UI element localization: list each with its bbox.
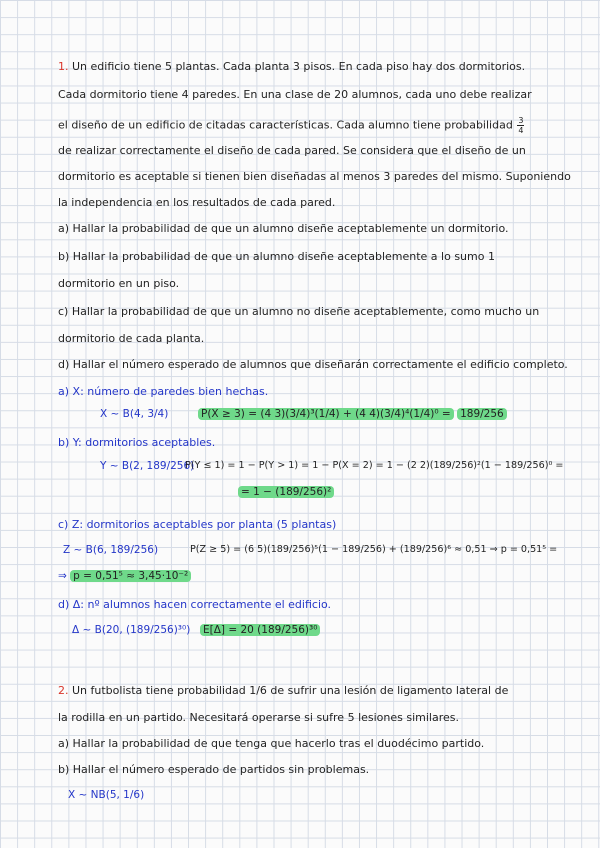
problem1-line-3 — [58, 116, 525, 135]
solution-a-label: a) X: número de paredes bien hechas. — [58, 385, 269, 398]
problem1-line-2: Cada dormitorio tiene 4 paredes. En una clase de 20 alumnos, cada uno debe realizar — [58, 88, 532, 101]
solution-a-dist: X ~ B(4, 3/4) — [100, 408, 169, 420]
problem1-line-4: de realizar correctamente el diseño de cada pared. Se considera que el diseño de un — [58, 144, 526, 157]
solution-c-formula: P(Z ≥ 5) = (6 5)(189/256)⁵(1 − 189/256) + (189/256)⁶ ≈ 0,51 ⇒ p = 0,51⁵ = — [190, 544, 558, 555]
problem1-line-3-text: el diseño de un edificio de citadas características. Cada alumno tiene probabilidad — [58, 118, 513, 132]
solution-b-result: = 1 − (189/256)² — [238, 486, 334, 498]
solution-b-label: b) Y: dormitorios aceptables. — [58, 436, 216, 449]
question-c: c) Hallar la probabilidad de que un alumno no diseñe aceptablemente, como mucho un — [58, 305, 540, 318]
solution-a-formula — [198, 408, 507, 420]
solution-d-result: E[Δ] = 20 (189/256)³⁰ — [200, 624, 320, 636]
problem2-line-1 — [58, 684, 508, 697]
solution-d-dist: Δ ~ B(20, (189/256)³⁰) — [72, 624, 191, 636]
solution-a-result: 189/256 — [457, 408, 507, 420]
solution-c-result-line: ⇒ p = 0,51⁵ ≈ 3,45·10⁻² — [58, 570, 191, 582]
question-b: b) Hallar la probabilidad de que un alumno diseñe aceptablemente a lo sumo 1 — [58, 250, 495, 263]
question-a: a) Hallar la probabilidad de que un alumno diseñe aceptablemente un dormitorio. — [58, 222, 509, 235]
solution-b-formula: P(Y ≤ 1) = 1 − P(Y > 1) = 1 − P(X = 2) = 1 − (2 2)(189/256)²(1 − 189/256)⁰ = — [185, 460, 564, 471]
problem1-text: Un edificio tiene 5 plantas. Cada planta 3 pisos. En cada piso hay dos dormitorios. — [72, 60, 526, 73]
problem1-line-6: la independencia en los resultados de cada pared. — [58, 196, 336, 209]
problem2-question-b: b) Hallar el número esperado de partidos sin problemas. — [58, 763, 370, 776]
question-b-cont: dormitorio en un piso. — [58, 277, 180, 290]
problem1-number: 1. — [58, 60, 69, 73]
solution-c-label: c) Z: dormitorios aceptables por planta (5 plantas) — [58, 518, 337, 531]
solution-d-label: d) Δ: nº alumnos hacen correctamente el edificio. — [58, 598, 332, 611]
solution-b-dist: Y ~ B(2, 189/256) — [100, 460, 195, 472]
problem2-line-2: la rodilla en un partido. Necesitará operarse si sufre 5 lesiones similares. — [58, 711, 460, 724]
solution-c-result: p = 0,51⁵ ≈ 3,45·10⁻² — [70, 570, 191, 582]
problem2-dist: X ~ NB(5, 1/6) — [68, 789, 145, 801]
problem2-question-a: a) Hallar la probabilidad de que tenga que hacerlo tras el duodécimo partido. — [58, 737, 485, 750]
problem2-number: 2. — [58, 684, 69, 697]
question-c-cont: dormitorio de cada planta. — [58, 332, 205, 345]
solution-c-dist: Z ~ B(6, 189/256) — [63, 544, 159, 556]
question-d: d) Hallar el número esperado de alumnos que diseñarán correctamente el edificio completo. — [58, 358, 568, 371]
problem1-line-1 — [58, 60, 525, 73]
probability-fraction: $\frac{3}{4}$ — [518, 116, 524, 135]
problem2-text: Un futbolista tiene probabilidad 1/6 de sufrir una lesión de ligamento lateral de — [72, 684, 509, 697]
problem1-line-5: dormitorio es aceptable si tienen bien diseñadas al menos 3 paredes del mismo. Suponiendo — [58, 170, 571, 183]
solution-a-formula-text: P(X ≥ 3) = (4 3)(3/4)³(1/4) + (4 4)(3/4)⁴(1/4)⁰ = — [198, 408, 454, 420]
